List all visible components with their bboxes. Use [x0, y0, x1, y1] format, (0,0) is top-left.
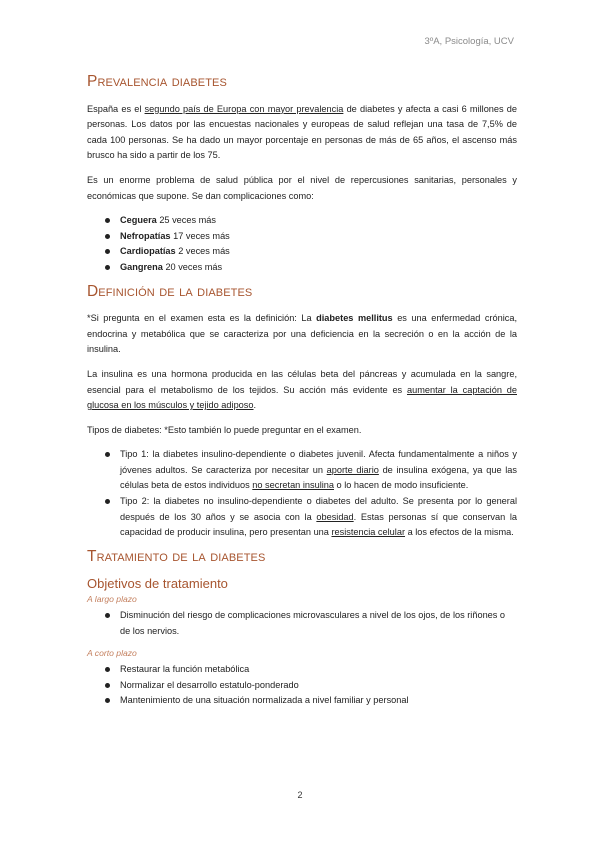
paragraph-definicion-1: [87, 311, 517, 358]
list-item-text: 25 veces más: [156, 215, 216, 226]
underlined-text: obesidad: [316, 511, 354, 522]
paragraph-prevalencia-2: Es un enorme problema de salud pública por el nivel de repercusiones sanitarias, personales y económicas que supone. Se dan complicaciones como:: [87, 174, 517, 201]
list-item-text: 17 veces más: [170, 230, 230, 241]
section-title-tratamiento: Tratamiento de la diabetes: [87, 547, 266, 565]
paragraph-definicion-2: [87, 367, 517, 414]
paragraph-definicion-3: Tipos de diabetes: *Esto también lo puede preguntar en el examen.: [87, 424, 362, 435]
page-header: 3ºA, Psicología, UCV: [424, 36, 514, 47]
text-span: . Estas personas sí que conservan la capacidad de producir insulina, pero presentan una: [120, 511, 518, 538]
complications-list: [87, 213, 517, 275]
diabetes-types-list: [87, 447, 517, 541]
underlined-text: aumentar la captación de glucosa en los músculos y tejido adiposo: [87, 384, 517, 411]
paragraph-prevalencia-1: [87, 102, 517, 164]
list-item-text: 20 veces más: [162, 261, 223, 272]
text-span: a los efectos de la misma.: [405, 527, 514, 538]
text-span: o lo hacen de modo insuficiente.: [334, 480, 469, 491]
list-item: [87, 213, 517, 229]
list-item: Normalizar el desarrollo estatulo-ponderado: [87, 678, 517, 694]
list-item-bold: Cardiopatías: [120, 246, 176, 257]
label-short-term: A corto plazo: [87, 648, 137, 659]
page-number: 2: [297, 790, 303, 800]
text-span: *Si pregunta en el examen esta es la definición: La: [87, 313, 317, 324]
text-span: La insulina es una hormona producida en las células beta del páncreas y acumulada en la sangre, esencial para el metabolismo de los tejidos. Su acción más evidente es: [87, 368, 517, 395]
underlined-text: segundo país de Europa con mayor prevalencia: [144, 103, 344, 114]
list-item: [87, 494, 517, 541]
text-span: España es el: [87, 103, 145, 114]
list-item: Mantenimiento de una situación normalizada a nivel familiar y personal: [87, 693, 517, 709]
list-item-bold: Ceguera: [120, 215, 157, 226]
short-term-list: [87, 662, 517, 709]
underlined-text: aporte diario: [326, 464, 379, 475]
section-title-prevalencia: Prevalencia diabetes: [87, 73, 227, 90]
text-span: es una enfermedad crónica, endocrina y metabólica que se caracteriza por una deficiencia en la secreción o en la acción de la insulina.: [87, 313, 518, 355]
list-item: [87, 229, 517, 245]
label-long-term: A largo plazo: [87, 594, 137, 605]
underlined-text: no secretan insulina: [252, 480, 334, 491]
text-span: Tipo 1: la diabetes insulino-dependiente o diabetes juvenil. Afecta fundamentalmente a niños y jóvenes adultos. Se caracteriza por necesitar un: [120, 449, 517, 475]
list-item: [87, 447, 517, 494]
list-item-bold: Gangrena: [120, 261, 163, 272]
list-item-bold: Nefropatías: [120, 230, 171, 241]
list-item-text: 2 veces más: [175, 246, 230, 257]
bold-text: diabetes mellitus: [316, 313, 393, 324]
list-item: Restaurar la función metabólica: [87, 662, 517, 678]
text-span: Tipo 2: la diabetes no insulino-dependiente o diabetes del adulto. Se presenta por lo general después de los 30 años y se asocia con la: [120, 496, 517, 522]
text-span: de diabetes y afecta a casi 6 millones de personas. Los datos por las encuestas nacionales y europeas de salud reflejan una tasa de 7,5% de cada 100 personas. Se ha dado un mayor porcentaje en personas de más de 65 años, el ascenso más brusco ha sido a partir de los 75.: [87, 103, 518, 161]
long-term-list: [87, 608, 517, 639]
page-content: [87, 74, 517, 717]
list-item: Disminución del riesgo de complicaciones microvasculares a nivel de los ojos, de los riñones o de los nervios.: [87, 608, 517, 639]
text-span: .: [253, 400, 257, 411]
list-item: [87, 244, 517, 260]
underlined-text: resistencia celular: [331, 527, 406, 538]
list-item: [87, 260, 517, 276]
subsection-title-objetivos: Objetivos de tratamiento: [87, 576, 228, 592]
text-span: de insulina exógena, ya que las células beta de estos individuos: [120, 464, 517, 491]
section-title-definicion: Definición de la diabetes: [87, 282, 253, 300]
